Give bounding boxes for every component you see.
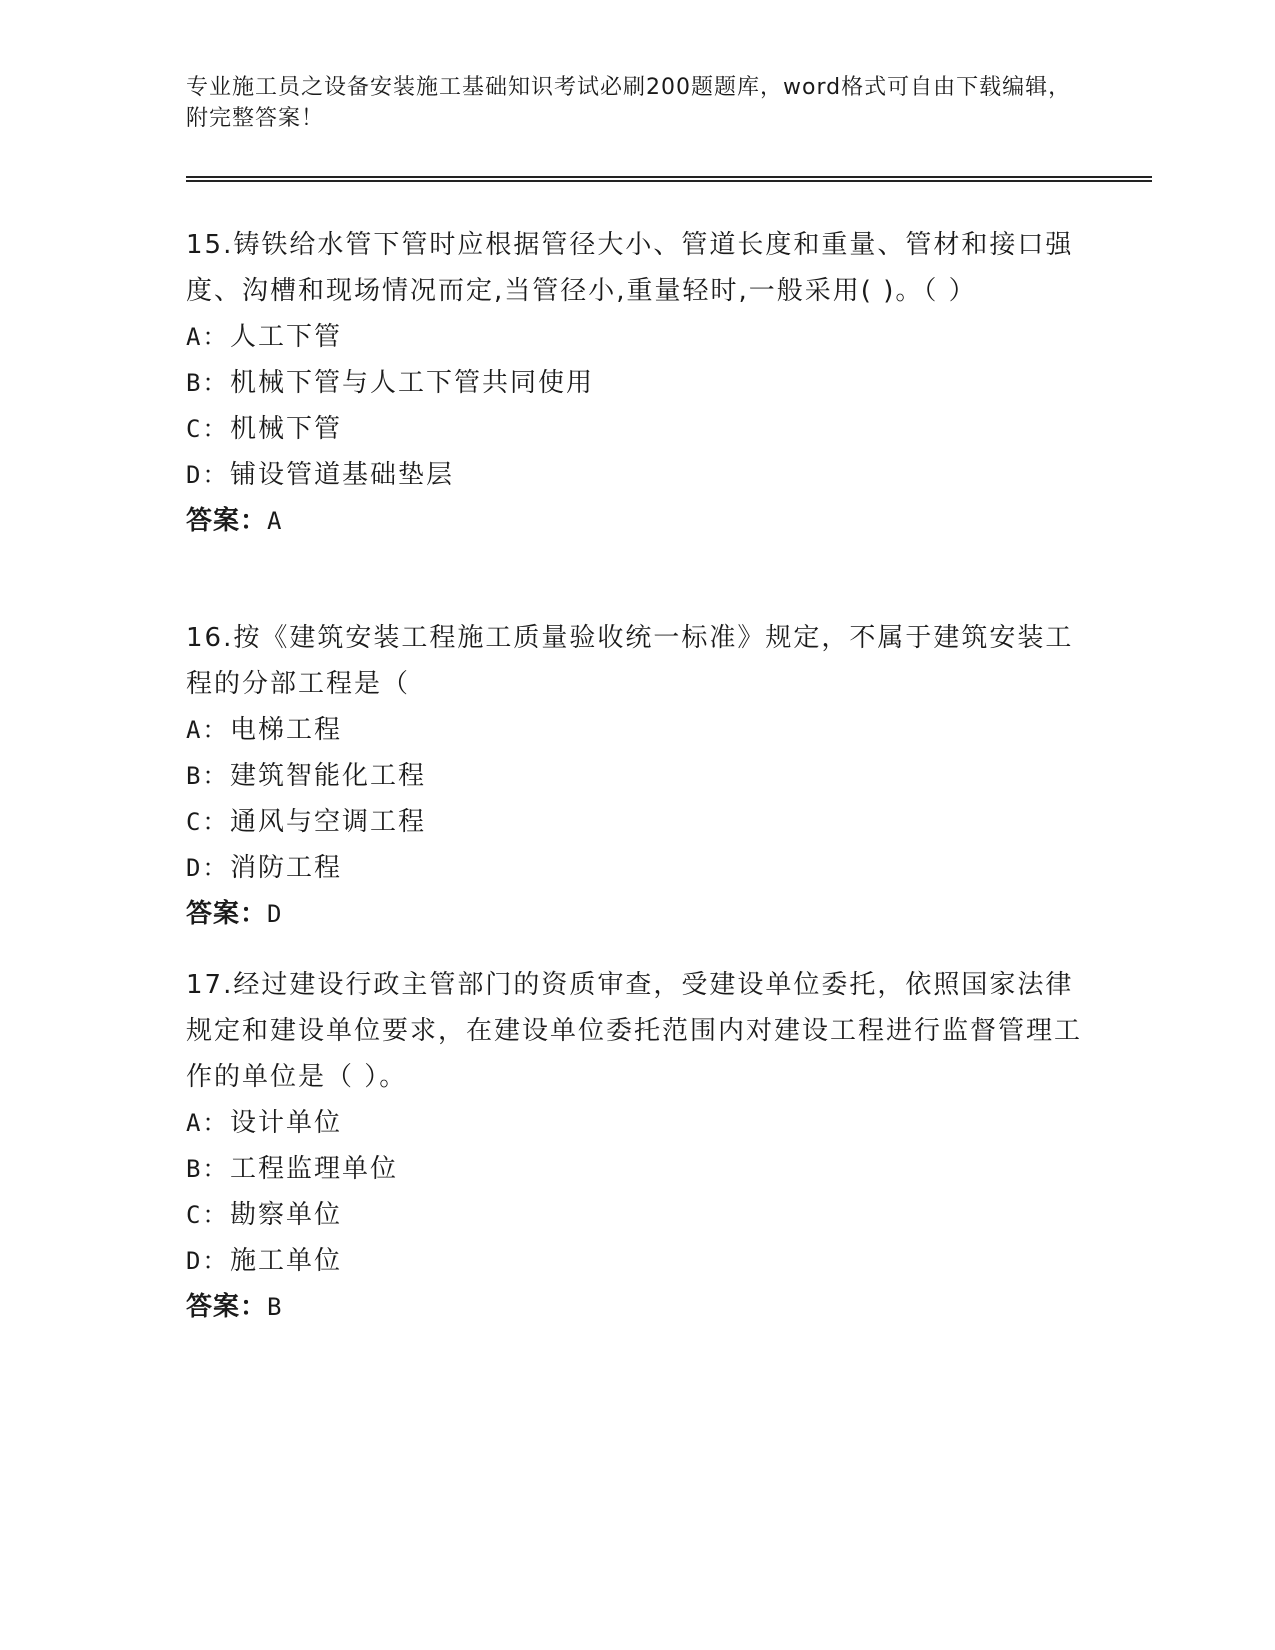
option-a [186, 314, 1086, 360]
option-letter: C： [186, 1201, 229, 1229]
answer-label: 答案： [186, 1292, 268, 1322]
option-text: 铺设管道基础垫层 [230, 460, 455, 490]
option-letter: D： [186, 1247, 229, 1275]
option-letter: B： [186, 762, 229, 790]
option-d [186, 1238, 1086, 1284]
question-stem: 17.经过建设行政主管部门的资质审查，受建设单位委托，依照国家法律规定和建设单位要求，在建设单位委托范围内对建设工程进行监督管理工作的单位是（ ）。 [186, 970, 1083, 1092]
option-letter: D： [186, 461, 229, 489]
option-letter: C： [186, 415, 229, 443]
question-stem: 16.按《建筑安装工程施工质量验收统一标准》规定，不属于建筑安装工程的分部工程是（ [186, 623, 1074, 699]
answer-value: B [267, 1293, 283, 1321]
answer-label: 答案： [186, 506, 268, 536]
answer [186, 891, 1086, 937]
document-header: 专业施工员之设备安装施工基础知识考试必刷200题题库，word格式可自由下载编辑，附完整答案！ [186, 75, 1072, 131]
question-16 [186, 615, 1086, 937]
option-d [186, 845, 1086, 891]
option-a [186, 1100, 1086, 1146]
option-letter: A： [186, 323, 229, 351]
answer-label: 答案： [186, 899, 268, 929]
option-c [186, 799, 1086, 845]
option-letter: D： [186, 854, 229, 882]
option-text: 消防工程 [230, 853, 343, 883]
option-b [186, 1146, 1086, 1192]
option-c [186, 406, 1086, 452]
option-c [186, 1192, 1086, 1238]
option-text: 建筑智能化工程 [230, 761, 427, 791]
option-letter: C： [186, 808, 229, 836]
option-a [186, 707, 1086, 753]
option-letter: B： [186, 1155, 229, 1183]
answer [186, 498, 1086, 544]
header-divider [186, 176, 1152, 182]
answer-value: A [267, 507, 283, 535]
option-letter: A： [186, 716, 229, 744]
option-text: 设计单位 [230, 1108, 343, 1138]
option-text: 工程监理单位 [230, 1154, 399, 1184]
option-text: 施工单位 [230, 1246, 343, 1276]
question-15 [186, 222, 1086, 544]
option-d [186, 452, 1086, 498]
option-text: 人工下管 [230, 322, 343, 352]
option-b [186, 360, 1086, 406]
answer-value: D [267, 900, 283, 928]
question-stem: 15.铸铁给水管下管时应根据管径大小、管道长度和重量、管材和接口强度、沟槽和现场情况而定,当管径小,重量轻时,一般采用( )。（ ） [186, 230, 1074, 306]
option-letter: B： [186, 369, 229, 397]
option-b [186, 753, 1086, 799]
option-text: 机械下管 [230, 414, 343, 444]
answer [186, 1284, 1086, 1330]
question-17 [186, 962, 1086, 1330]
option-letter: A： [186, 1109, 229, 1137]
option-text: 通风与空调工程 [230, 807, 427, 837]
option-text: 电梯工程 [230, 715, 343, 745]
option-text: 勘察单位 [230, 1200, 343, 1230]
option-text: 机械下管与人工下管共同使用 [230, 368, 595, 398]
